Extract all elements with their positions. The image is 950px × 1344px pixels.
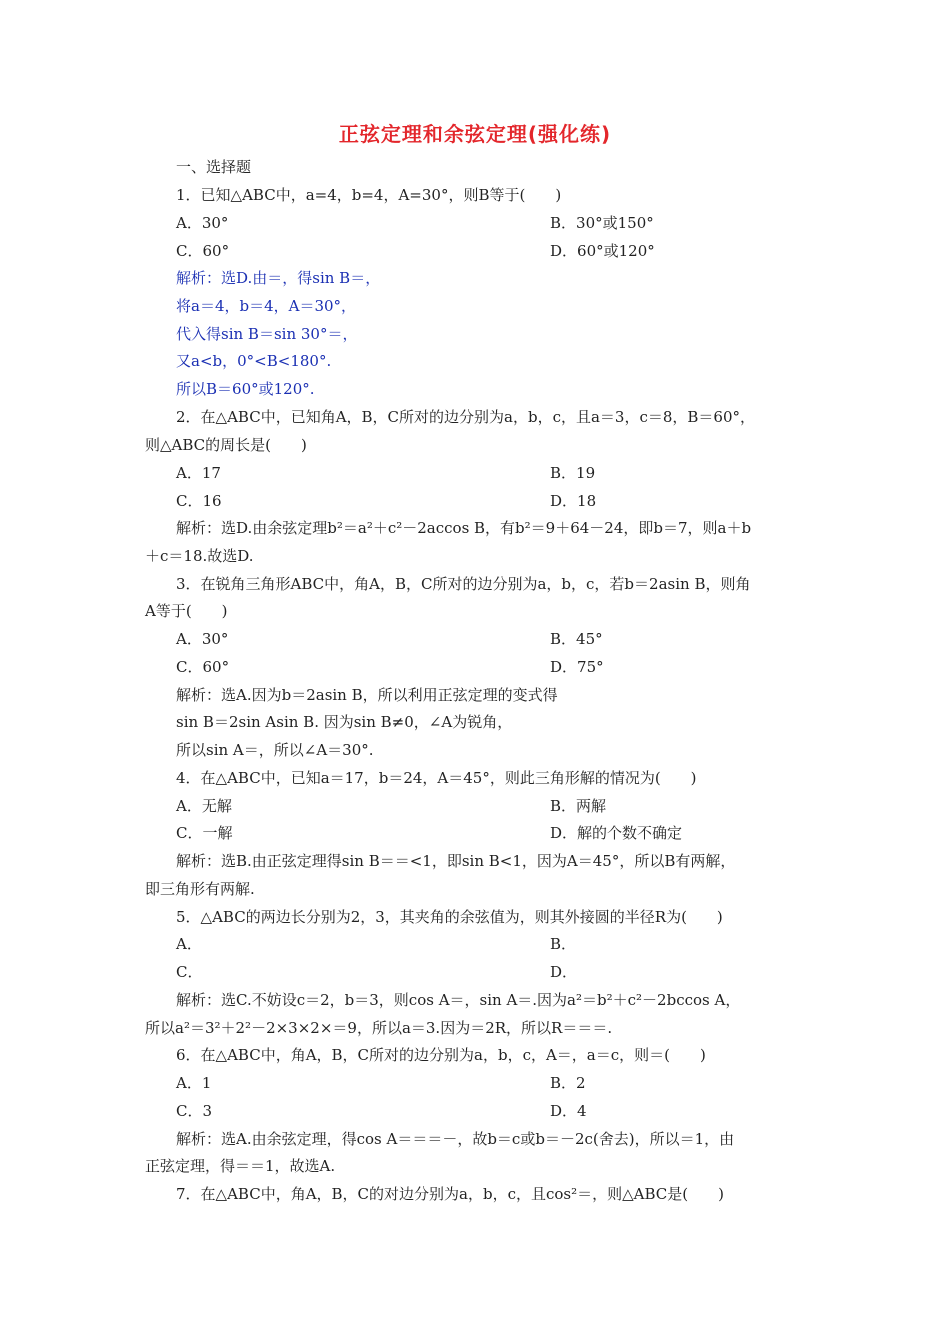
q6-option-a: A．1 — [176, 1074, 212, 1092]
q3-option-c: C．60° — [176, 658, 230, 676]
q2-solution: 解析：选D.由余弦定理b²＝a²＋c²－2accos B，有b²＝9＋64－24，即b＝7，则a＋b — [176, 519, 752, 537]
q2-option-a: A．17 — [176, 464, 221, 482]
q1-solution-line: 所以B＝60°或120°. — [176, 380, 315, 398]
q4-option-b: B．两解 — [550, 797, 607, 815]
q5-solution-cont: 所以a²＝3²＋2²－2×3×2×＝9，所以a＝3.因为＝2R，所以R＝＝＝. — [145, 1019, 613, 1037]
q2-option-d: D．18 — [550, 492, 597, 510]
q5-solution: 解析：选C.不妨设c＝2，b＝3，则cos A＝，sin A＝.因为a²＝b²＋c²－2bccos A， — [176, 991, 741, 1009]
q2-option-b: B．19 — [550, 464, 596, 482]
q3-option-a: A．30° — [176, 630, 229, 648]
q2-solution-cont: ＋c＝18.故选D. — [145, 547, 254, 565]
q7-stem: 7．在△ABC中，角A，B，C的对边分别为a，b，c，且cos²＝，则△ABC是( ) — [176, 1185, 724, 1203]
q6-solution-cont: 正弦定理，得＝＝1，故选A. — [145, 1157, 336, 1175]
q3-solution-cont: sin B＝2sin Asin B. 因为sin B≠0，∠A为锐角， — [176, 713, 513, 731]
q2-stem: 2．在△ABC中，已知角A，B，C所对的边分别为a，b，c，且a＝3，c＝8，B＝60°， — [176, 408, 756, 426]
q5-option-d: D． — [550, 963, 578, 981]
q4-stem: 4．在△ABC中，已知a＝17，b＝24，A＝45°，则此三角形解的情况为( ) — [176, 769, 697, 787]
q4-option-d: D．解的个数不确定 — [550, 824, 683, 842]
q1-solution-line: 又a<b，0°<B<180°. — [176, 352, 332, 370]
q3-solution: 解析：选A.因为b＝2asin B，所以利用正弦定理的变式得 — [176, 686, 558, 704]
q4-option-a: A．无解 — [176, 797, 232, 815]
q6-solution: 解析：选A.由余弦定理，得cos A＝＝＝－，故b＝c或b＝－2c(舍去)，所以＝1，由 — [176, 1130, 735, 1148]
q3-option-b: B．45° — [550, 630, 603, 648]
q3-solution-cont: 所以sin A＝，所以∠A＝30°. — [176, 741, 374, 759]
q6-stem: 6．在△ABC中，角A，B，C所对的边分别为a，b，c，A＝，a＝c，则＝( ) — [176, 1046, 706, 1064]
q2-stem-cont: 则△ABC的周长是( ) — [145, 436, 307, 454]
q5-option-c: C． — [176, 963, 203, 981]
q4-option-c: C．一解 — [176, 824, 233, 842]
q1-solution-line: 代入得sin B＝sin 30°＝， — [176, 325, 358, 343]
section-heading: 一、选择题 — [176, 158, 252, 176]
q1-option-b: B．30°或150° — [550, 214, 654, 232]
q6-option-b: B．2 — [550, 1074, 586, 1092]
q4-solution-cont: 即三角形有两解. — [145, 880, 255, 898]
q1-solution-line: 将a＝4，b＝4，A＝30°， — [176, 297, 357, 315]
q3-stem: 3．在锐角三角形ABC中，角A，B，C所对的边分别为a，b，c，若b＝2asin B，则角 — [176, 575, 751, 593]
q5-stem: 5．△ABC的两边长分别为2，3，其夹角的余弦值为，则其外接圆的半径R为( ) — [176, 908, 723, 926]
q1-option-a: A．30° — [176, 214, 229, 232]
q1-option-d: D．60°或120° — [550, 242, 655, 260]
q3-option-d: D．75° — [550, 658, 604, 676]
q3-stem-cont: A等于( ) — [145, 602, 228, 620]
page-title: 正弦定理和余弦定理(强化练) — [338, 122, 612, 146]
q6-option-d: D．4 — [550, 1102, 587, 1120]
q5-option-a: A． — [176, 935, 202, 953]
q1-stem: 1．已知△ABC中，a=4，b=4，A=30°，则B等于( ) — [176, 186, 562, 204]
q5-option-b: B． — [550, 935, 577, 953]
q1-option-c: C．60° — [176, 242, 230, 260]
q1-solution-line: 解析：选D.由＝，得sin B＝， — [176, 269, 381, 287]
q4-solution: 解析：选B.由正弦定理得sin B＝＝<1，即sin B<1，因为A＝45°，所以B有两解， — [176, 852, 736, 870]
q2-option-c: C．16 — [176, 492, 222, 510]
q6-option-c: C．3 — [176, 1102, 213, 1120]
